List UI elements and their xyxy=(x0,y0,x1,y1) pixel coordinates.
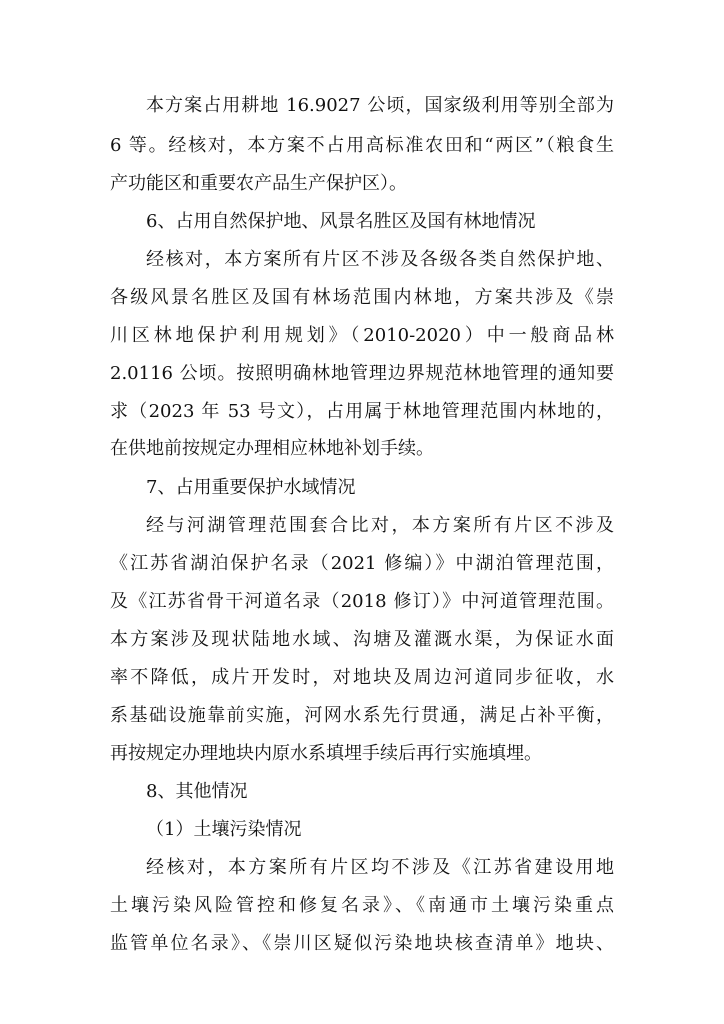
text-line: 经与河湖管理范围套合比对，本方案所有片区不涉及 xyxy=(146,515,614,536)
text-line: 监管单位名录》、《崇川区疑似污染地块核查清单》地块、 xyxy=(110,933,614,954)
text-line: 2.0116 公顷。按照明确林地管理边界规范林地管理的通知要 xyxy=(110,363,614,384)
text-line: 6 等。经核对，本方案不占用高标准农田和“两区”（粮食生 xyxy=(110,135,614,156)
text-line: 及《江苏省骨干河道名录（2018 修订）》中河道管理范围。 xyxy=(110,591,614,612)
text-line: 再按规定办理地块内原水系填埋手续后再行实施填埋。 xyxy=(110,743,542,764)
text-line: 经核对，本方案所有片区不涉及各级各类自然保护地、 xyxy=(146,249,614,270)
text-line: 川区林地保护利用规划》（2010-2020）中一般商品林 xyxy=(110,325,614,346)
text-line: 本方案涉及现状陆地水域、沟塘及灌溉水渠，为保证水面 xyxy=(110,629,614,650)
text-line: 《江苏省湖泊保护名录（2021 修编）》中湖泊管理范围， xyxy=(110,553,614,574)
text-line: 系基础设施靠前实施，河网水系先行贯通，满足占补平衡， xyxy=(110,705,614,726)
text-line: 在供地前按规定办理相应林地补划手续。 xyxy=(110,438,434,459)
text-line: 各级风景名胜区及国有林场范围内林地，方案共涉及《崇 xyxy=(110,287,614,308)
section-heading: 6、占用自然保护地、风景名胜区及国有林地情况 xyxy=(146,211,536,232)
text-line: 率不降低，成片开发时，对地块及周边河道同步征收，水 xyxy=(110,667,614,688)
text-line: 经核对，本方案所有片区均不涉及《江苏省建设用地 xyxy=(146,857,614,878)
section-heading: 7、占用重要保护水域情况 xyxy=(146,477,356,498)
text-line: 求（2023 年 53 号文），占用属于林地管理范围内林地的， xyxy=(110,401,614,422)
text-line: 本方案占用耕地 16.9027 公顷，国家级利用等别全部为 xyxy=(146,95,614,116)
text-line: 产功能区和重要农产品生产保护区）。 xyxy=(110,173,407,194)
subsection-heading: （1）土壤污染情况 xyxy=(146,819,302,840)
text-line: 土壤污染风险管控和修复名录》、《南通市土壤污染重点 xyxy=(110,895,614,916)
section-heading: 8、其他情况 xyxy=(146,781,248,802)
